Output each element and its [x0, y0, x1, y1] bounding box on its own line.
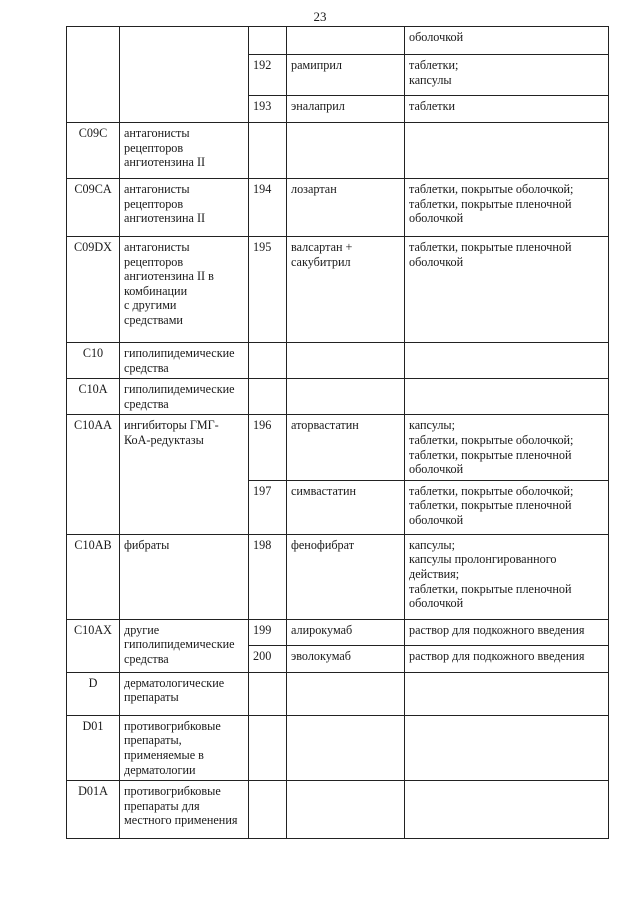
- atc-group-cell-line: гиполипидемические: [124, 382, 235, 397]
- table-row: [67, 534, 609, 619]
- dosage-form-cell: [405, 237, 609, 343]
- item-number-cell: 196: [249, 415, 287, 480]
- dosage-form-cell-line: таблетки, покрытые пленочной: [409, 581, 572, 596]
- atc-group-cell: [120, 672, 249, 715]
- atc-code-cell: D01A: [67, 781, 120, 839]
- atc-group-cell-line: дерматологии: [124, 762, 196, 777]
- atc-group-cell-line: ангиотензина II в: [124, 269, 214, 284]
- table-row: [67, 123, 609, 179]
- atc-group-cell-line: комбинации: [124, 283, 188, 298]
- dosage-form-cell-line: оболочкой: [409, 512, 464, 527]
- drug-name-cell-line: эналаприл: [291, 99, 345, 113]
- atc-group-cell-line: рецепторов: [124, 254, 184, 269]
- atc-code-cell: C10AX: [67, 619, 120, 672]
- atc-group-cell-line: дерматологические: [124, 675, 225, 690]
- item-number-cell: [249, 715, 287, 780]
- dosage-form-cell: [405, 534, 609, 619]
- dosage-form-cell: [405, 27, 609, 55]
- dosage-form-cell-line: оболочкой: [409, 596, 464, 611]
- item-number-cell: 199: [249, 619, 287, 645]
- atc-code-cell: [67, 27, 120, 123]
- atc-code-cell: C10AB: [67, 534, 120, 619]
- atc-group-cell: [120, 27, 249, 123]
- drug-name-cell-line: лозартан: [291, 182, 337, 196]
- atc-group-cell-line: препараты: [124, 690, 179, 705]
- item-number-cell: 200: [249, 645, 287, 672]
- dosage-form-cell-line: таблетки;: [409, 58, 459, 72]
- item-number-cell: 197: [249, 480, 287, 534]
- drug-name-cell: [287, 96, 405, 123]
- dosage-form-cell: [405, 96, 609, 123]
- drug-name-cell-line: рамиприл: [291, 58, 342, 72]
- atc-code-cell: C10AA: [67, 415, 120, 534]
- atc-group-cell: [120, 379, 249, 415]
- item-number-cell: [249, 27, 287, 55]
- drug-name-cell-line: эволокумаб: [291, 648, 351, 663]
- dosage-form-cell: [405, 480, 609, 534]
- atc-code-cell: D01: [67, 715, 120, 780]
- dosage-form-cell-line: раствор для подкожного введения: [409, 622, 585, 637]
- atc-group-cell-line: антагонисты: [124, 126, 190, 140]
- drug-name-cell: [287, 343, 405, 379]
- atc-code-cell: C09C: [67, 123, 120, 179]
- dosage-form-cell: [405, 179, 609, 237]
- dosage-form-cell-line: таблетки: [409, 99, 456, 113]
- dosage-form-cell-line: таблетки, покрытые пленочной: [409, 447, 572, 462]
- atc-group-cell-line: противогрибковые: [124, 784, 221, 799]
- item-number-cell: [249, 672, 287, 715]
- atc-group-cell-line: ангиотензина II: [124, 155, 206, 170]
- dosage-form-cell-line: таблетки, покрытые оболочкой;: [409, 182, 574, 196]
- dosage-form-cell-line: оболочкой: [409, 211, 464, 226]
- drug-name-cell: [287, 123, 405, 179]
- drug-name-cell: [287, 672, 405, 715]
- table-row: [67, 415, 609, 480]
- item-number-cell: [249, 781, 287, 839]
- atc-group-cell-line: антагонисты: [124, 182, 190, 196]
- atc-group-cell: [120, 237, 249, 343]
- table-row: [67, 27, 609, 55]
- item-number-cell: 193: [249, 96, 287, 123]
- atc-code-cell: C09DX: [67, 237, 120, 343]
- atc-group-cell: [120, 415, 249, 534]
- atc-group-cell-line: рецепторов: [124, 140, 184, 155]
- dosage-form-cell-line: таблетки, покрытые оболочкой;: [409, 432, 574, 447]
- table-row: [67, 237, 609, 343]
- dosage-form-cell: [405, 343, 609, 379]
- atc-group-cell-line: средства: [124, 396, 169, 411]
- drug-name-cell: [287, 645, 405, 672]
- page-number: 23: [313, 9, 327, 24]
- atc-group-cell: [120, 343, 249, 379]
- dosage-form-cell: [405, 415, 609, 480]
- dosage-form-cell-line: действия;: [409, 566, 460, 581]
- atc-group-cell-line: средства: [124, 651, 169, 666]
- atc-group-cell: [120, 619, 249, 672]
- atc-group-cell: [120, 781, 249, 839]
- dosage-form-cell-line: оболочкой: [409, 30, 464, 44]
- atc-group-cell: [120, 179, 249, 237]
- drug-name-cell-line: фенофибрат: [291, 537, 355, 552]
- drug-name-cell: [287, 237, 405, 343]
- dosage-form-cell: [405, 781, 609, 839]
- drug-name-cell: [287, 781, 405, 839]
- drug-list-table: [66, 26, 609, 839]
- dosage-form-cell: [405, 55, 609, 96]
- item-number-cell: [249, 123, 287, 179]
- atc-group-cell-line: КоА-редуктазы: [124, 432, 204, 447]
- dosage-form-cell: [405, 645, 609, 672]
- item-number-cell: 194: [249, 179, 287, 237]
- drug-name-cell: [287, 179, 405, 237]
- atc-group-cell-line: применяемые в: [124, 747, 204, 762]
- atc-group-cell-line: препараты,: [124, 733, 182, 748]
- item-number-cell: 198: [249, 534, 287, 619]
- dosage-form-cell-line: капсулы;: [409, 537, 455, 552]
- dosage-form-cell-line: таблетки, покрытые пленочной: [409, 498, 572, 513]
- atc-group-cell-line: ингибиторы ГМГ-: [124, 418, 219, 433]
- drug-name-cell-line: симвастатин: [291, 483, 356, 498]
- atc-group-cell-line: противогрибковые: [124, 718, 221, 733]
- atc-group-cell: [120, 123, 249, 179]
- table-row: [67, 343, 609, 379]
- dosage-form-cell-line: таблетки, покрытые пленочной: [409, 240, 572, 254]
- drug-name-cell-line: алирокумаб: [291, 622, 353, 637]
- item-number-cell: [249, 343, 287, 379]
- atc-group-cell-line: средства: [124, 360, 169, 375]
- drug-name-cell: [287, 534, 405, 619]
- dosage-form-cell: [405, 715, 609, 780]
- table-row: [67, 781, 609, 839]
- atc-group-cell-line: другие: [124, 622, 160, 637]
- table-row: [67, 179, 609, 237]
- dosage-form-cell: [405, 619, 609, 645]
- item-number-cell: 195: [249, 237, 287, 343]
- atc-code-cell: C09CA: [67, 179, 120, 237]
- drug-name-cell-line: валсартан +: [291, 240, 353, 254]
- table-row: [67, 379, 609, 415]
- drug-name-cell-line: аторвастатин: [291, 418, 359, 433]
- atc-group-cell-line: фибраты: [124, 537, 170, 552]
- drug-name-cell: [287, 27, 405, 55]
- drug-name-cell: [287, 480, 405, 534]
- dosage-form-cell-line: капсулы пролонгированного: [409, 552, 557, 567]
- drug-name-cell: [287, 379, 405, 415]
- atc-group-cell-line: гиполипидемические: [124, 637, 235, 652]
- table-row: [67, 672, 609, 715]
- table-row: [67, 715, 609, 780]
- dosage-form-cell-line: капсулы: [409, 72, 452, 87]
- dosage-form-cell-line: оболочкой: [409, 254, 464, 269]
- item-number-cell: [249, 379, 287, 415]
- atc-group-cell-line: рецепторов: [124, 196, 184, 211]
- dosage-form-cell-line: таблетки, покрытые пленочной: [409, 196, 572, 211]
- dosage-form-cell-line: таблетки, покрытые оболочкой;: [409, 483, 574, 498]
- table-row: [67, 619, 609, 645]
- atc-group-cell-line: местного применения: [124, 813, 238, 828]
- atc-code-cell: C10A: [67, 379, 120, 415]
- atc-group-cell: [120, 534, 249, 619]
- atc-code-cell: D: [67, 672, 120, 715]
- atc-code-cell: C10: [67, 343, 120, 379]
- drug-name-cell: [287, 619, 405, 645]
- drug-name-cell: [287, 715, 405, 780]
- drug-name-cell: [287, 415, 405, 480]
- atc-group-cell-line: средствами: [124, 312, 183, 327]
- dosage-form-cell-line: оболочкой: [409, 462, 464, 477]
- dosage-form-cell-line: капсулы;: [409, 418, 455, 433]
- dosage-form-cell: [405, 672, 609, 715]
- atc-group-cell-line: с другими: [124, 298, 177, 313]
- atc-group-cell-line: антагонисты: [124, 240, 190, 254]
- dosage-form-cell: [405, 123, 609, 179]
- atc-group-cell: [120, 715, 249, 780]
- atc-group-cell-line: ангиотензина II: [124, 211, 206, 226]
- item-number-cell: 192: [249, 55, 287, 96]
- dosage-form-cell: [405, 379, 609, 415]
- dosage-form-cell-line: раствор для подкожного введения: [409, 648, 585, 663]
- atc-group-cell-line: препараты для: [124, 798, 200, 813]
- drug-name-cell: [287, 55, 405, 96]
- atc-group-cell-line: гиполипидемические: [124, 346, 235, 360]
- drug-name-cell-line: сакубитрил: [291, 254, 351, 269]
